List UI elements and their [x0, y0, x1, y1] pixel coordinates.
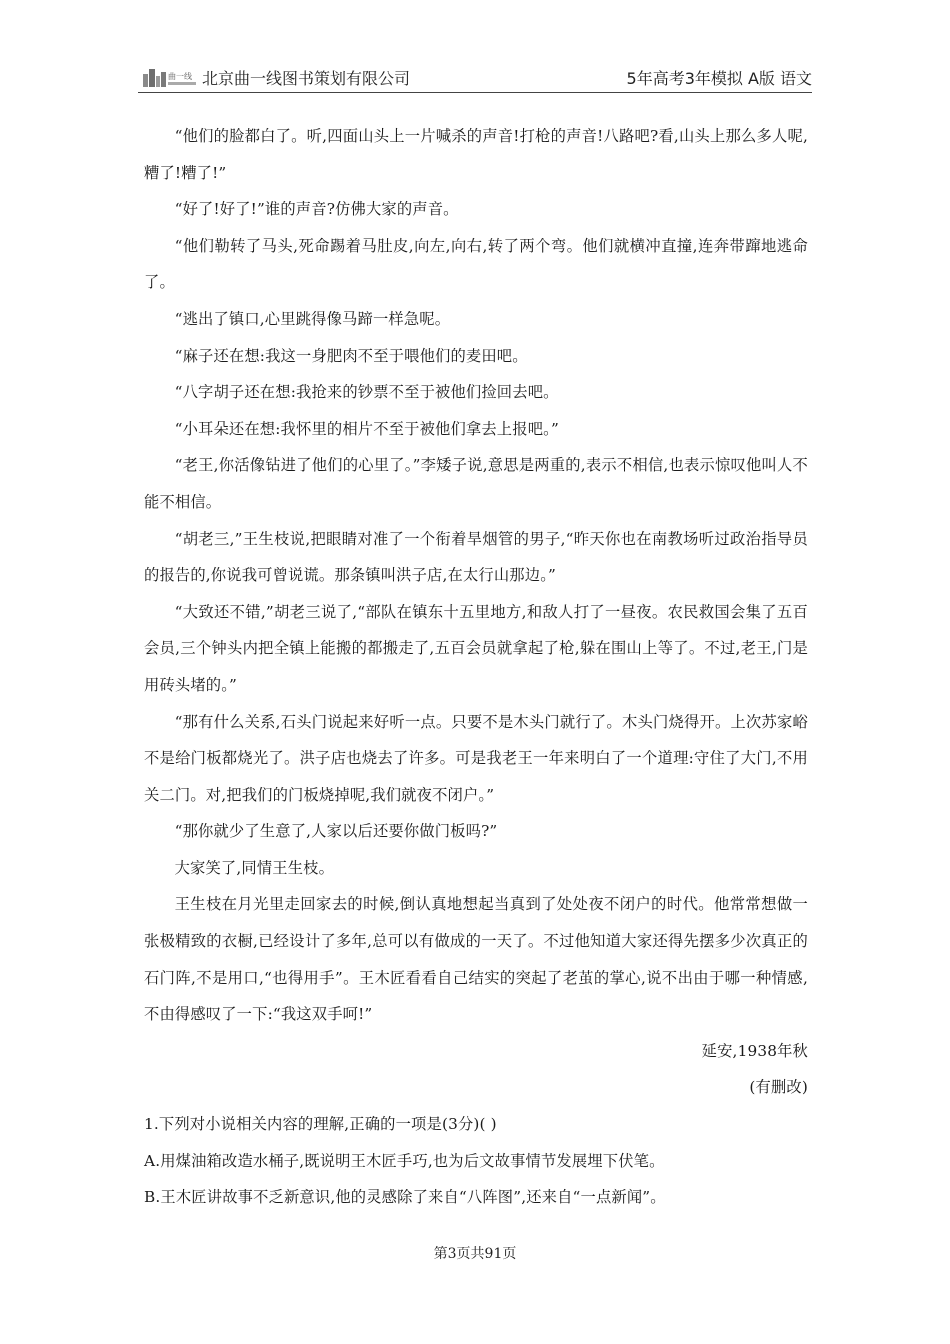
publisher-logo — [142, 66, 198, 88]
paragraph: “那有什么关系,石头门说起来好听一点。只要不是木头门就行了。木头门烧得开。上次苏家峪不是给门板都烧光了。洪子店也烧去了许多。可是我老王一年来明白了一个道理:守住了大门,不用关二门。对,把我们的门板烧掉呢,我们就夜不闭户。” — [144, 712, 808, 804]
paragraph: “他们的脸都白了。听,四面山头上一片喊杀的声音!打枪的声音!八路吧?看,山头上那么多人呢,糟了!糟了!” — [144, 127, 808, 182]
article-body — [144, 118, 808, 1216]
paragraph: “他们勒转了马头,死命踢着马肚皮,向左,向右,转了两个弯。他们就横冲直撞,连奔带蹿地逃命了。 — [144, 236, 808, 292]
paragraph: “八字胡子还在想:我抢来的钞票不至于被他们捡回去吧。 — [174, 383, 559, 402]
book-title: 5年高考3年模拟 A版 语文 — [626, 69, 812, 88]
paragraph: 大家笑了,同情王生枝。 — [174, 858, 335, 877]
question-stem: 1.下列对小说相关内容的理解,正确的一项是(3分)( ) — [144, 1115, 497, 1134]
svg-text:曲一线: 曲一线 — [168, 72, 192, 81]
page-header — [138, 64, 812, 93]
place-date: 延安,1938年秋 — [701, 1041, 808, 1060]
paragraph: 王生枝在月光里走回家去的时候,倒认真地想起当真到了处处夜不闭户的时代。他常常想做一张极精致的衣橱,已经设计了多年,总可以有做成的一天了。不过他知道大家还得先摆多少次真正的石门阵,不是用口,“也得用手”。王木匠看看自己结实的突起了老茧的掌心,说不出由于哪一种情感,不由得感叹了一下:“我这双手呵!” — [144, 895, 808, 1024]
publisher-name: 北京曲一线图书策划有限公司 — [202, 69, 411, 88]
paragraph: “麻子还在想:我这一身肥肉不至于喂他们的麦田吧。 — [174, 346, 528, 365]
edit-note: (有删改) — [749, 1078, 808, 1097]
option-a: A.用煤油箱改造水桶子,既说明王木匠手巧,也为后文故事情节发展埋下伏笔。 — [144, 1151, 665, 1170]
paragraph: “大致还不错,”胡老三说了,“部队在镇东十五里地方,和敌人打了一昼夜。农民救国会集了五百会员,三个钟头内把全镇上能搬的都搬走了,五百会员就拿起了枪,躲在围山上等了。不过,老王,门是用砖头堵的。” — [144, 602, 808, 694]
option-b: B.王木匠讲故事不乏新意识,他的灵感除了来自“八阵图”,还来自“一点新闻”。 — [144, 1188, 666, 1207]
page-footer: 第3页共91页 — [433, 1246, 517, 1262]
paragraph: “好了!好了!”谁的声音?仿佛大家的声音。 — [174, 200, 459, 219]
paragraph: “逃出了镇口,心里跳得像马蹄一样急呢。 — [174, 309, 451, 328]
paragraph: “老王,你活像钻进了他们的心里了。”李矮子说,意思是两重的,表示不相信,也表示惊叹他叫人不能不相信。 — [144, 456, 808, 511]
paragraph: “胡老三,”王生枝说,把眼睛对准了一个衔着旱烟管的男子,“昨天你也在南教场听过政治指导员的报告的,你说我可曾说谎。那条镇叫洪子店,在太行山那边。” — [144, 529, 808, 585]
paragraph: “小耳朵还在想:我怀里的相片不至于被他们拿去上报吧。” — [174, 419, 559, 438]
paragraph: “那你就少了生意了,人家以后还要你做门板吗?” — [174, 822, 498, 841]
